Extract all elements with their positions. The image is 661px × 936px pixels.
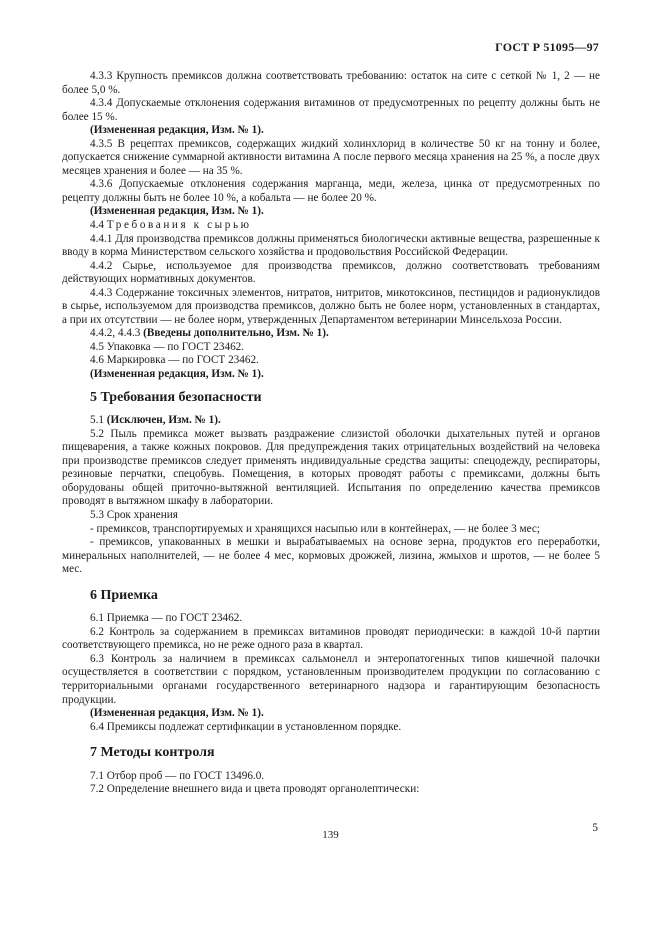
exclusion-note: (Исключен, Изм. № 1). [106,414,221,427]
paragraph-6-3: 6.3 Контроль за наличием в премиксах сальмонелл и энтеропатогенных типов кишечной палочки осуществляется в соответствии с порядком, установленным производителем продукции по согласованию с территориальными органами государственного ветеринарного надзора и гарантирующим безопасность продукции. [62,652,600,706]
section-7-heading: 7 Методы контроля [90,745,215,761]
paragraph-4-4-2: 4.4.2 Сырье, используемое для производства премиксов, должно соответствовать требованиям действующих нормативных документов. [62,259,600,286]
paragraph-4-6: 4.6 Маркировка — по ГОСТ 23462. [90,354,259,367]
standard-header: ГОСТ Р 51095—97 [495,40,599,54]
introduction-note-text: (Введены дополнительно, Изм. № 1). [143,327,329,340]
paragraph-number: 5.1 [90,414,104,427]
paragraph-5-1 [62,414,600,428]
paragraph-4-3-4: 4.3.4 Допускаемые отклонения содержания витаминов от предусмотренных по рецепту должны быть не более 15 %. [62,97,600,123]
paragraph-4-3-6: 4.3.6 Допускаемые отклонения содержания марганца, меди, железа, цинка от предусмотренных по рецепту должны быть не более 10 %, а кобальта — не более 20 %. [62,178,600,204]
subsection-title: Требования к сырью [106,219,252,232]
paragraph-7-2: 7.2 Определение внешнего вида и цвета проводят органолептически: [90,783,420,796]
amendment-note: (Измененная редакция, Изм. № 1). [90,707,264,720]
storage-item-bulk: - премиксов, транспортируемых и хранящихся насыпью или в контейнерах, — не более 3 мес; [90,522,540,535]
introduction-note-numbers: 4.4.2, 4.4.3 [90,327,141,340]
amendment-note: (Измененная редакция, Изм. № 1). [90,368,264,381]
storage-item-bagged: - премиксов, упакованных в мешки и вырабатываемых на основе зерна, продуктов его переработки, минеральных наполнителей, — не более 4 мес, кормовых дрожжей, лизина, жмыхов и шротов, — не более 5 мес. [62,536,600,576]
amendment-note: (Измененная редакция, Изм. № 1). [90,205,264,218]
paragraph-6-1: 6.1 Приемка — по ГОСТ 23462. [90,612,243,625]
document-body [62,70,600,797]
paragraph-4-4-3: 4.4.3 Содержание токсичных элементов, нитратов, нитритов, микотоксинов, пестицидов и радионуклидов в сырье, используемом для производства премиксов, должно быть не более норм, установленных в стандартах, а при их отсутствии — не более норм, утвержденных Департаментом ветеринарии Минсельхоза России. [62,286,600,326]
paragraph-4-3-3: 4.3.3 Крупность премиксов должна соответствовать требованию: остаток на сите с сеткой № 1, 2 — не более 5,0 %. [62,70,600,96]
paragraph-6-2: 6.2 Контроль за содержанием в премиксах витаминов проводят периодически: в каждой 10-й партии соответствующего премикса, но не реже одного раза в квартал. [62,625,600,652]
standard-page-number: 5 [592,822,598,834]
subsection-number: 4.4 [90,219,104,232]
section-6-heading: 6 Приемка [90,587,158,603]
paragraph-6-4: 6.4 Премиксы подлежат сертификации в установленном порядке. [90,720,402,733]
paragraph-7-1: 7.1 Отбор проб — по ГОСТ 13496.0. [90,769,265,782]
amendment-note: (Измененная редакция, Изм. № 1). [90,124,264,137]
paragraph-4-3-5: 4.3.5 В рецептах премиксов, содержащих жидкий холинхлорид в количестве 50 кг на тонну и более, допускается снижение суммарной активности витамина А после первого месяца хранения на 25 %, а после двух месяцев хранения и более — на 35 %. [62,137,600,177]
paragraph-5-2: 5.2 Пыль премикса может вызвать раздражение слизистой оболочки дыхательных путей и органов пищеварения, а также кожных покровов. Для предупреждения таких отрицательных воздействий на человека при производстве премиксов следует применять индивидуальные средства защиты: спецодежду, респираторы, резиновые перчатки, спецобувь. Помещения, в которых проводят работы с премиксами, должны быть оборудованы общей приточно-вытяжной вентиляцией. Испытания по определению качества премиксов проводят в вытяжном шкафу в лаборатории. [62,427,600,508]
section-5-heading: 5 Требования безопасности [90,389,262,405]
paragraph-4-5: 4.5 Упаковка — по ГОСТ 23462. [90,340,245,353]
introduction-note [62,327,600,341]
book-page-number: 139 [322,829,339,841]
paragraph-5-3: 5.3 Срок хранения [90,508,178,521]
subsection-4-4-heading [62,219,600,233]
paragraph-4-4-1: 4.4.1 Для производства премиксов должны применяться биологически активные вещества, разрешенные к вводу в корма Министерством сельского хозяйства и продовольствия Российской Федерации. [62,232,600,259]
